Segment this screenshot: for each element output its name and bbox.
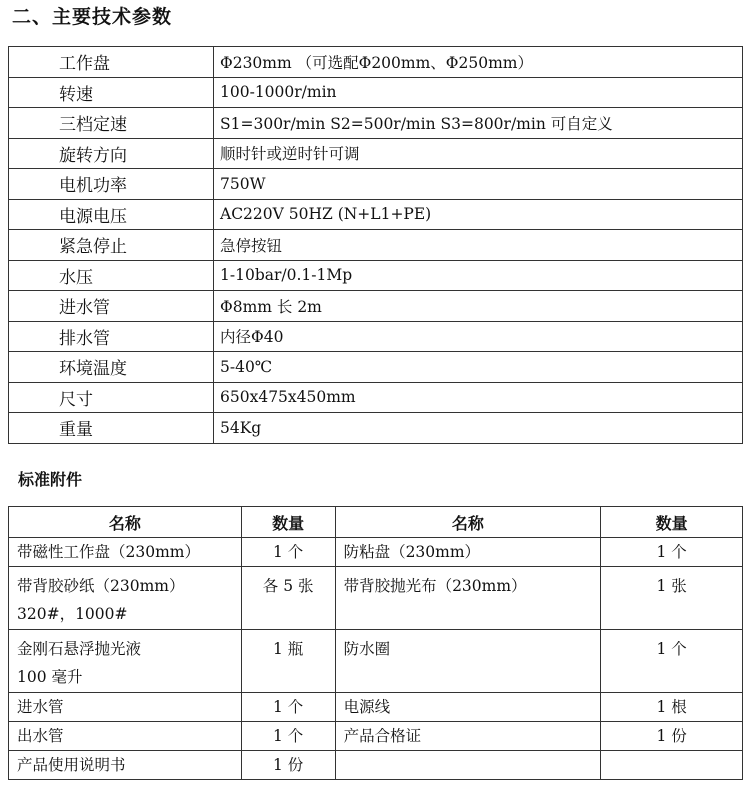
spec-label: 重量: [9, 413, 214, 444]
spec-row: [9, 47, 743, 78]
spec-value: AC220V 50HZ (N+L1+PE): [214, 199, 743, 230]
accessories-header-row: [9, 507, 743, 538]
accessory-name: 防粘盘（230mm）: [335, 538, 601, 567]
spec-label: 水压: [9, 260, 214, 291]
spec-row: [9, 108, 743, 139]
spec-row: [9, 291, 743, 322]
accessory-row: [9, 538, 743, 567]
spec-row: [9, 382, 743, 413]
accessory-qty: 1 个: [241, 693, 335, 722]
spec-row: [9, 199, 743, 230]
spec-label: 三档定速: [9, 108, 214, 139]
accessory-name: 带磁性工作盘（230mm）: [9, 538, 242, 567]
spec-value: 内径Φ40: [214, 321, 743, 352]
accessory-name: [335, 751, 601, 780]
accessory-row: [9, 751, 743, 780]
spec-label: 工作盘: [9, 47, 214, 78]
accessory-row: [9, 630, 743, 693]
accessory-qty: 1 份: [241, 751, 335, 780]
accessory-qty: 1 份: [601, 722, 743, 751]
spec-value: 650x475x450mm: [214, 382, 743, 413]
spec-label: 紧急停止: [9, 230, 214, 261]
spec-value: 54Kg: [214, 413, 743, 444]
spec-value: 750W: [214, 169, 743, 200]
accessory-row: [9, 693, 743, 722]
accessory-qty: 1 张: [601, 567, 743, 630]
header-name-1: 名称: [9, 507, 242, 538]
accessories-title: 标准附件: [18, 470, 83, 489]
spec-row: [9, 413, 743, 444]
header-qty-2: 数量: [601, 507, 743, 538]
accessory-qty: 1 个: [601, 630, 743, 693]
accessory-qty: 1 个: [601, 538, 743, 567]
spec-label: 环境温度: [9, 352, 214, 383]
spec-row: [9, 138, 743, 169]
spec-row: [9, 77, 743, 108]
accessory-qty: 1 个: [241, 538, 335, 567]
accessory-row: [9, 567, 743, 630]
spec-value: S1=300r/min S2=500r/min S3=800r/min 可自定义: [214, 108, 743, 139]
spec-value: 1-10bar/0.1-1Mp: [214, 260, 743, 291]
header-qty-1: 数量: [241, 507, 335, 538]
spec-value: Φ230mm （可选配Φ200mm、Φ250mm）: [214, 47, 743, 78]
accessory-qty: 1 瓶: [241, 630, 335, 693]
accessory-row: [9, 722, 743, 751]
accessory-qty: 各 5 张: [241, 567, 335, 630]
spec-value: 急停按钮: [214, 230, 743, 261]
accessory-name: 带背胶砂纸（230mm） 320#，1000#: [9, 567, 242, 630]
section-title: 二、主要技术参数: [12, 6, 173, 28]
accessory-qty: 1 根: [601, 693, 743, 722]
spec-label: 电机功率: [9, 169, 214, 200]
accessory-name: 电源线: [335, 693, 601, 722]
accessories-table: [8, 506, 743, 780]
spec-label: 旋转方向: [9, 138, 214, 169]
spec-label: 电源电压: [9, 199, 214, 230]
header-name-2: 名称: [335, 507, 601, 538]
accessory-name: 带背胶抛光布（230mm）: [335, 567, 601, 630]
spec-value: 5-40℃: [214, 352, 743, 383]
accessory-qty: [601, 751, 743, 780]
accessory-name: 金刚石悬浮抛光液 100 毫升: [9, 630, 242, 693]
spec-table: [8, 46, 743, 444]
spec-label: 排水管: [9, 321, 214, 352]
spec-row: [9, 169, 743, 200]
spec-row: [9, 321, 743, 352]
spec-label: 进水管: [9, 291, 214, 322]
accessory-name: 防水圈: [335, 630, 601, 693]
spec-value: 顺时针或逆时针可调: [214, 138, 743, 169]
accessory-qty: 1 个: [241, 722, 335, 751]
accessory-name: 出水管: [9, 722, 242, 751]
accessory-name: 产品使用说明书: [9, 751, 242, 780]
spec-value: 100-1000r/min: [214, 77, 743, 108]
spec-row: [9, 260, 743, 291]
accessory-name: 进水管: [9, 693, 242, 722]
accessory-name: 产品合格证: [335, 722, 601, 751]
spec-label: 尺寸: [9, 382, 214, 413]
spec-row: [9, 230, 743, 261]
spec-value: Φ8mm 长 2m: [214, 291, 743, 322]
spec-label: 转速: [9, 77, 214, 108]
spec-row: [9, 352, 743, 383]
